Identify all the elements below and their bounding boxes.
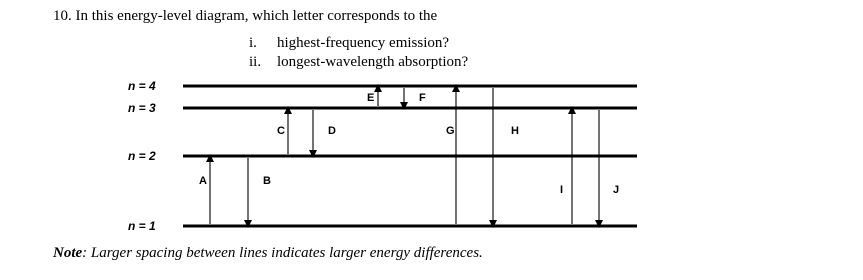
transition-label-i: I [560,184,564,196]
transition-label-c: C [277,125,285,137]
transition-label-j: J [613,184,620,196]
transition-label-g: G [446,125,455,137]
energy-level-label-n3: n = 3 [128,101,156,115]
transition-label-f: F [419,92,426,104]
sub-question-i-number: i. [249,35,257,51]
transition-label-a: A [199,175,207,187]
question-text: 10. In this energy-level diagram, which letter corresponds to the [53,8,438,24]
note-label: Note [53,245,83,261]
transition-label-h: H [511,125,519,137]
energy-level-label-n2: n = 2 [128,149,156,163]
sub-question-i-text: highest-frequency emission? [277,35,450,51]
sub-question-ii-text: longest-wavelength absorption? [277,54,469,70]
sub-question-ii-number: ii. [249,54,262,70]
transition-label-e: E [367,92,375,104]
transition-label-b: B [263,175,271,187]
energy-level-label-n1: n = 1 [128,219,156,233]
transition-label-d: D [328,125,336,137]
energy-level-label-n4: n = 4 [128,79,156,93]
note-text: : Larger spacing between lines indicates larger energy differences. [82,245,483,261]
footnote [53,245,483,262]
